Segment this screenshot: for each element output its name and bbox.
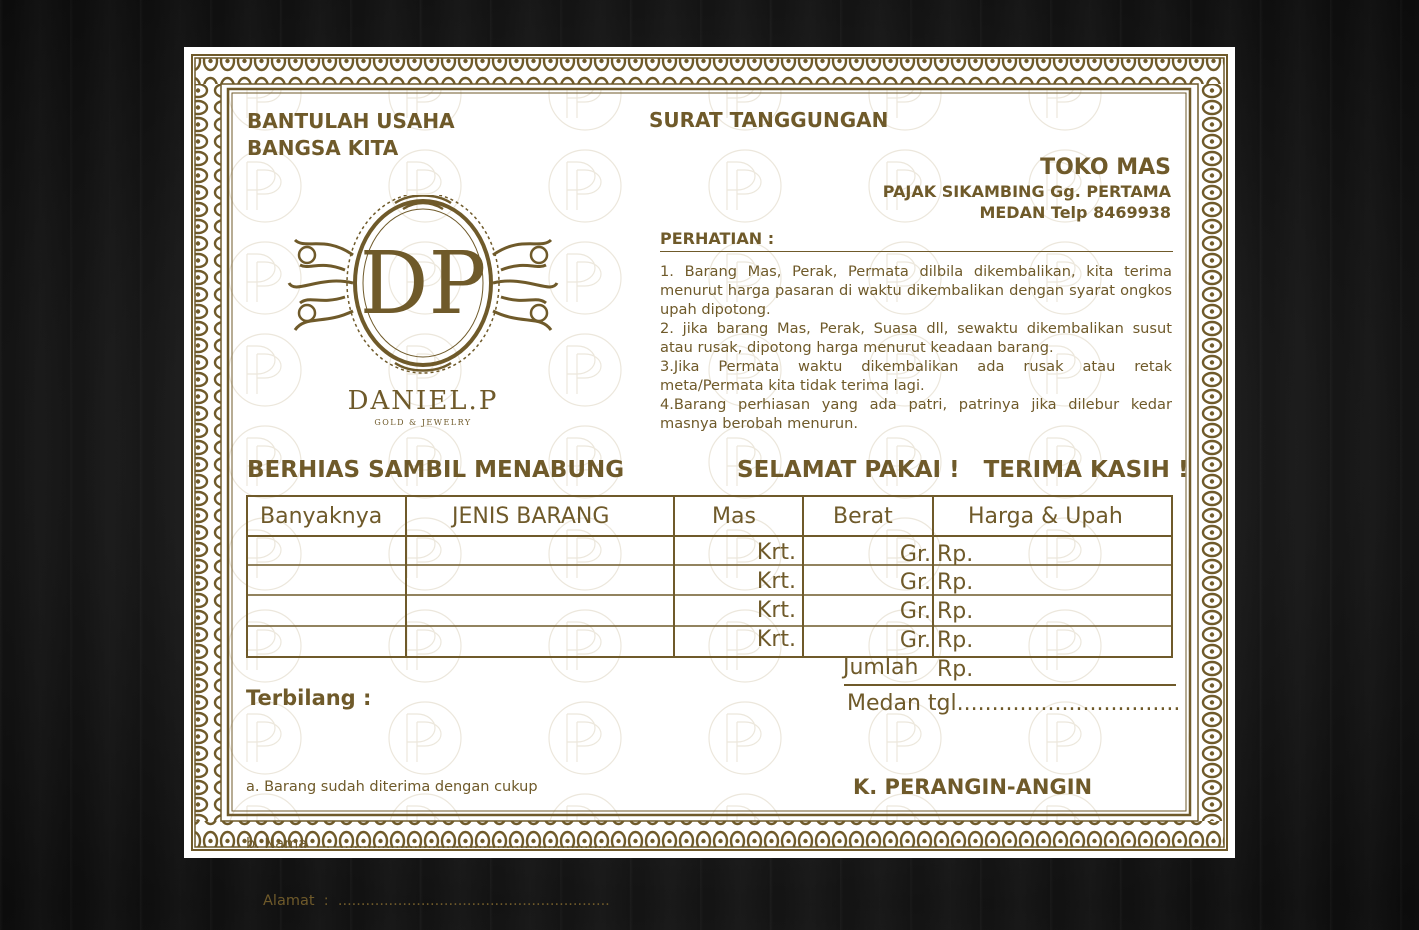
notice-divider bbox=[660, 251, 1173, 252]
notice-title: PERHATIAN : bbox=[660, 229, 775, 248]
row-4-harga-unit: Rp. bbox=[937, 628, 974, 653]
date-line: Medan tgl................................ bbox=[847, 691, 1181, 716]
row-3-berat-unit: Gr. bbox=[899, 599, 931, 624]
row-4-mas-unit: Krt. bbox=[756, 627, 796, 652]
receipt-confirmation: a. Barang sudah diterima dengan cukup bbox=[246, 779, 538, 795]
row-4-berat-unit: Gr. bbox=[899, 628, 931, 653]
signature-name: K. PERANGIN-ANGIN bbox=[853, 775, 1093, 799]
slogan-line-1: BANTULAH USAHA bbox=[247, 109, 455, 133]
header-banyaknya: Banyaknya bbox=[260, 504, 383, 529]
items-table bbox=[246, 495, 1173, 658]
row-3-mas-unit: Krt. bbox=[756, 598, 796, 623]
logo-emblem-icon bbox=[285, 195, 561, 435]
notice-line-3: 3.Jika Permata waktu dikembalikan ada rusak atau retak meta/Permata kita tidak terima lagi. bbox=[660, 358, 1172, 394]
header-jenis-barang: JENIS BARANG bbox=[452, 504, 610, 529]
shop-address: PAJAK SIKAMBING Gg. PERTAMA bbox=[882, 182, 1171, 201]
notice-line-4: 4.Barang perhiasan yang ada patri, patrinya jika dilebur kedar masnya berobah menurun. bbox=[660, 396, 1172, 432]
shop-name: TOKO MAS bbox=[1040, 155, 1171, 180]
logo-monogram: DP bbox=[359, 234, 487, 334]
row-2-mas-unit: Krt. bbox=[756, 569, 796, 594]
total-unit: Rp. bbox=[937, 657, 974, 682]
terbilang-label: Terbilang : bbox=[246, 686, 372, 710]
notice-line-1: 1. Barang Mas, Perak, Permata dilbila dikembalikan, kita terima menurut harga pasaran di waktu dikembalikan dengan syarat ongkos upah dipotong. bbox=[660, 263, 1172, 318]
row-2-harga-unit: Rp. bbox=[937, 570, 974, 595]
brand-logo bbox=[285, 195, 561, 435]
notice-line-2: 2. jika barang Mas, Perak, Suasa dll, sewaktu dikembalikan susut atau rusak, dipotong harga menurut keadaan barang. bbox=[660, 320, 1172, 356]
row-2-berat-unit: Gr. bbox=[899, 570, 931, 595]
slogan-line-2: BANGSA KITA bbox=[247, 136, 399, 160]
row-1-mas-unit: Krt. bbox=[756, 540, 796, 565]
document-title: SURAT TANGGUNGAN bbox=[649, 108, 889, 132]
receipt-address-field: Alamat : ........................................................... bbox=[263, 893, 610, 909]
slogan-left: BERHIAS SAMBIL MENABUNG bbox=[247, 457, 625, 483]
header-mas: Mas bbox=[712, 504, 756, 529]
row-1-harga-unit: Rp. bbox=[937, 542, 974, 567]
row-3-harga-unit: Rp. bbox=[937, 599, 974, 624]
header-berat: Berat bbox=[833, 504, 893, 529]
shop-phone: MEDAN Telp 8469938 bbox=[979, 203, 1171, 222]
slogan-right: SELAMAT PAKAI ! TERIMA KASIH ! bbox=[737, 457, 1189, 483]
total-label: Jumlah bbox=[843, 655, 919, 680]
row-1-berat-unit: Gr. bbox=[899, 542, 931, 567]
header-harga-upah: Harga & Upah bbox=[968, 504, 1123, 529]
logo-tagline: GOLD & JEWELRY bbox=[374, 418, 472, 427]
receipt-name-field: b. Nama : ........................................................... bbox=[246, 836, 612, 852]
total-underline bbox=[844, 684, 1176, 686]
logo-brand: DANIEL.P bbox=[347, 386, 499, 416]
